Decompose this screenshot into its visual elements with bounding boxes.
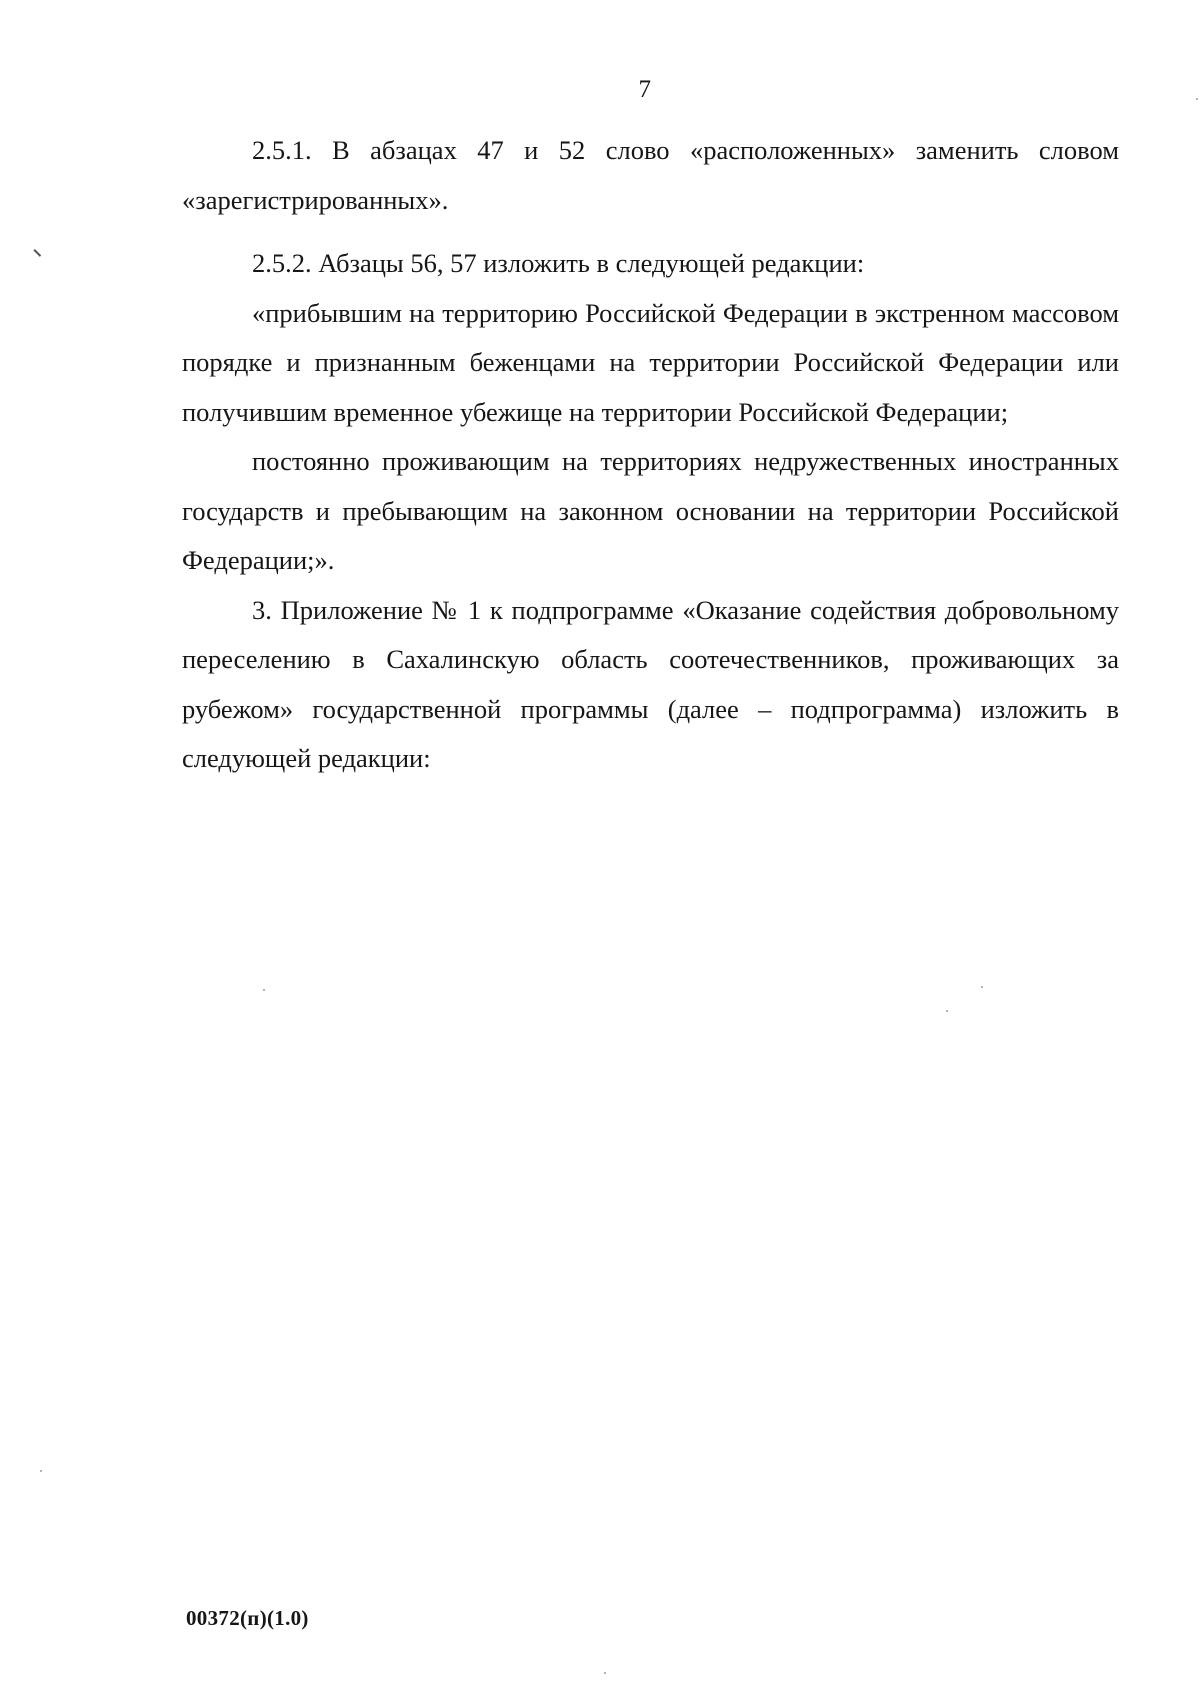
paragraph-quote-unfriendly-states: постоянно проживающим на территориях недружественных иностранных государств и пребывающим на законном основании на территории Российской Федерации;». xyxy=(182,446,1119,575)
scan-speck xyxy=(981,986,983,988)
paragraph-2-5-2: 2.5.2. Абзацы 56, 57 изложить в следующей редакции: xyxy=(252,248,865,278)
scan-speck xyxy=(604,1672,606,1674)
scan-speck xyxy=(40,1470,42,1472)
document-code: 00372(п)(1.0) xyxy=(186,1606,309,1630)
page-number: 7 xyxy=(638,76,652,103)
scan-mark xyxy=(34,249,41,256)
scan-speck xyxy=(263,989,265,991)
paragraph-2-5-1: 2.5.1. В абзацах 47 и 52 слово «расположенных» заменить словом «зарегистрированных». xyxy=(182,135,1119,215)
scan-speck xyxy=(1196,98,1198,100)
scan-speck xyxy=(946,1010,948,1012)
paragraph-quote-refugees: «прибывшим на территорию Российской Федерации в экстренном массовом порядке и признанным беженцами на территории Российской Федерации или получившим временное убежище на территории Российской Федерации; xyxy=(182,297,1119,427)
document-body xyxy=(182,126,1119,784)
paragraph-3-appendix: 3. Приложение № 1 к подпрограмме «Оказание содействия добровольному переселению в Сахалинскую область соотечественников, проживающих за рубежом» государственной программы (далее – подпрограмма) изложить в следующей редакции: xyxy=(182,594,1119,773)
